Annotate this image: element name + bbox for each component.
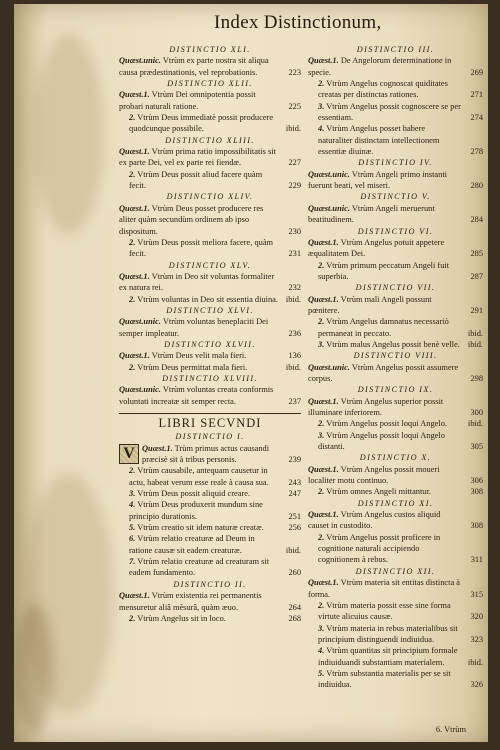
question-text: Vtrùm causabile, antequam causetur in actu, habeat verum esse reale à causa sua. [129, 466, 269, 487]
index-entry [308, 55, 483, 78]
index-entry [119, 271, 301, 294]
question-number: Quæst.1. [119, 147, 150, 157]
page-number: ibid. [467, 419, 483, 429]
question-number: 3. [318, 430, 325, 440]
page-number: 320 [470, 612, 483, 622]
index-entry [308, 396, 483, 419]
question-number: 4. [129, 500, 136, 510]
distinctio-heading: DISTINCTIO XLI. [169, 45, 251, 54]
question-number: Quæst.1. [119, 203, 150, 213]
index-entry [119, 443, 301, 466]
question-number: 2. [129, 613, 136, 623]
question-number: 2. [318, 317, 325, 327]
question-number: 2. [318, 419, 325, 429]
page-number: 280 [470, 181, 483, 191]
question-text: Vtrùm creatio sit idem naturæ creatæ. [137, 523, 264, 533]
question-text: Vtrùm Angelus damnatus necessariò permaneat in peccato. [318, 317, 449, 338]
page-number: 236 [288, 328, 301, 338]
index-entry [308, 668, 483, 691]
page-number: 256 [288, 523, 301, 533]
question-number: Quæst.1. [119, 591, 150, 601]
page-number: 243 [288, 477, 301, 487]
index-entry [308, 600, 483, 623]
question-number: Quæst.1. [308, 294, 339, 304]
index-entry [119, 613, 301, 624]
index-entry [119, 488, 301, 499]
page-number: 271 [470, 90, 483, 100]
question-text: Vtrùm Angeli primo instanti fuerunt beati, vel miseri. [308, 169, 447, 191]
question-number: 2. [318, 532, 325, 542]
question-number: 5. [129, 523, 136, 533]
question-number: Quæst.unic. [119, 385, 161, 395]
question-number: Quæst.1. [119, 271, 150, 281]
page-number: 306 [470, 476, 483, 486]
question-number: 2. [318, 600, 325, 610]
drop-cap: V [119, 444, 139, 464]
index-entry [308, 203, 483, 226]
page-number: 264 [288, 602, 301, 612]
page-number: 229 [288, 181, 301, 191]
question-text: Vtrùm existentia rei permanentis mensuretur aliâ mēsurâ, quàm æuo. [119, 591, 262, 612]
question-number: Quæst.1. [308, 237, 339, 247]
question-text: Vtrùm omnes Angeli mittantur. [326, 487, 431, 497]
page-header: Index Distinctionum, [214, 12, 382, 33]
question-number: 4. [318, 646, 325, 656]
book-title: LIBRI SECVNDI [158, 416, 262, 430]
question-text: Vtrùm Deus possit aliquid creare. [137, 489, 251, 499]
index-entry [308, 464, 483, 487]
question-number: Quæst.unic. [308, 362, 350, 372]
index-entry [308, 418, 483, 429]
question-number: Quæst.1. [308, 56, 339, 66]
page-number: ibid. [285, 545, 301, 555]
distinctio-heading: DISTINCTIO XLIV. [166, 192, 254, 202]
question-text: Vtrùm prima ratio impossibilitatis sit ex parte Dei, vel ex parte rei fiendæ. [119, 147, 276, 168]
page-number: 227 [288, 158, 301, 168]
question-number: Quæst.unic. [119, 56, 161, 66]
page-number: 268 [288, 613, 301, 623]
index-entry [119, 169, 301, 192]
page-number: 326 [470, 680, 483, 690]
page-number: ibid. [285, 362, 301, 372]
index-entry [308, 123, 483, 157]
question-number: Quæst.1. [119, 90, 150, 100]
index-entry [308, 294, 483, 317]
distinctio-heading: DISTINCTIO VIII. [353, 351, 438, 361]
question-text: Vtrùm materia in rebus materialibus sit principium distinguendi indiuidua. [318, 623, 458, 644]
question-number: 2. [129, 169, 136, 179]
question-number: 2. [129, 113, 136, 123]
page-number: 311 [470, 555, 483, 565]
distinctio-heading: DISTINCTIO XII. [355, 566, 436, 576]
index-entry [308, 577, 483, 600]
question-number: 3. [318, 623, 325, 633]
page-number: 230 [288, 226, 301, 236]
page-number: 291 [470, 305, 483, 315]
distinctio-heading: DISTINCTIO II. [173, 579, 247, 589]
index-entry [308, 430, 483, 453]
index-entry [119, 522, 301, 533]
page-number: 287 [470, 271, 483, 281]
question-number: 4. [318, 124, 325, 134]
question-number: 2. [129, 294, 136, 304]
question-text: Vtrùm materia possit esse sine forma virtute alicuius causæ. [318, 600, 451, 622]
index-entry [119, 465, 301, 488]
page-number: 239 [288, 455, 301, 465]
distinctio-heading: DISTINCTIO X. [359, 453, 432, 463]
question-number: 5. [318, 668, 325, 678]
distinctio-heading: DISTINCTIO XLVI. [166, 305, 254, 315]
question-number: 7. [129, 557, 136, 567]
question-number: Quæst.1. [119, 351, 150, 361]
index-entry [119, 499, 301, 522]
page-number: ibid. [467, 657, 483, 667]
page-number: 260 [288, 568, 301, 578]
index-entry [119, 89, 301, 112]
question-text: Vtrùm Angelus custos aliquid causet in custodito. [308, 510, 441, 531]
page-number: 278 [470, 147, 483, 157]
question-text: Vtrùm primum peccatum Angeli fuit superbia. [318, 260, 450, 281]
question-text: Vtrùm voluntas creata conformis voluntati increatæ sit semper recta. [119, 385, 274, 406]
question-text: Vtrùm substantia materialis per se sit indiuidua. [318, 668, 451, 690]
left-column [119, 44, 301, 624]
distinctio-heading: DISTINCTIO VI. [357, 226, 434, 236]
index-entry [119, 203, 301, 237]
question-text: Vtrùm Deus permittat mala fieri. [137, 362, 248, 372]
page-number: 251 [288, 511, 301, 521]
distinctio-heading: DISTINCTIO IV. [358, 158, 433, 168]
page-number: 308 [470, 521, 483, 531]
question-text: Trùm primus actus causandi præcisè sit à tribus personis. [142, 443, 270, 465]
page-number: ibid. [285, 294, 301, 304]
question-text: Vtrùm materia sit entitas distincta à forma. [308, 578, 460, 599]
question-text: Vtrùm Deus posset producere res aliter quàm secundùm ordinem ab ipso dispositum. [119, 203, 264, 236]
index-entry [119, 237, 301, 260]
question-number: 3. [129, 489, 136, 499]
question-text: Vtrùm ex parte nostra sit aliqua causa prædestinationis, vel reprobationis. [119, 56, 269, 77]
question-text: Vtrùm relatio creaturæ ad creaturam sit eadem fundamento. [129, 557, 270, 578]
index-entry [119, 350, 301, 361]
question-number: 2. [129, 466, 136, 476]
question-text: Vtrùm Angelus superior possit illuminare inferiorem. [308, 396, 444, 417]
question-number: 3. [318, 101, 325, 111]
page-number: 247 [288, 489, 301, 499]
question-text: Vtrùm Deus velit mala fieri. [151, 351, 247, 361]
distinctio-heading: DISTINCTIO XLVII. [164, 339, 256, 349]
question-text: De Angelorum determinatione in specie. [308, 56, 452, 77]
page-number: 300 [470, 408, 483, 417]
page-number: 231 [288, 249, 301, 259]
question-text: Vtrùm voluntas beneplaciti Dei semper impleatur. [119, 317, 269, 338]
question-text: Vtrùm Angelus possit assumere corpus. [308, 362, 459, 383]
question-text: Vtrùm Angelus possit loqui Angelo. [326, 419, 447, 429]
index-entry [119, 362, 301, 373]
index-entry [119, 590, 301, 613]
question-text: Vtrùm Deus possit aliud facere quàm fecit. [129, 169, 263, 191]
question-text: Vtrùm Deus produxerit mundum sine principio durationis. [129, 500, 263, 521]
page-number: ibid. [467, 339, 483, 349]
page-number: ibid. [467, 328, 483, 338]
question-number: Quæst.1. [308, 510, 339, 520]
index-entry [119, 146, 301, 169]
page-number: 269 [470, 67, 483, 77]
page-number: 225 [288, 101, 301, 111]
distinctio-heading: DISTINCTIO I. [175, 432, 245, 442]
distinctio-heading: DISTINCTIO XLII. [167, 79, 253, 89]
index-entry [308, 532, 483, 566]
question-text: Vtrùm Deus immediatè possit producere quodcunque possibile. [129, 113, 274, 134]
distinctio-heading: DISTINCTIO VII. [355, 283, 436, 293]
section-divider [119, 413, 301, 414]
question-text: Vtrùm quantitas sit principium formale indiuiduandi substantiam materialem. [318, 646, 458, 667]
question-number: 3. [318, 339, 325, 349]
question-text: Vtrùm Angelus potuit appetere æqualitatem Dei. [308, 237, 445, 259]
page-number: 223 [288, 67, 301, 77]
question-text: Vtrùm relatio creaturæ ad Deum in ratione causæ sit eadem creaturæ. [129, 534, 255, 555]
page-number: 284 [470, 215, 483, 225]
paper-stain [14, 604, 54, 734]
question-text: Vtrùm Angelus possit loqui Angelo distanti. [318, 430, 445, 452]
question-number: Quæst.1. [142, 443, 173, 453]
book-page [14, 4, 488, 742]
question-text: Vtrùm Deus possit meliora facere, quàm fecit. [129, 237, 274, 259]
question-number: Quæst.unic. [308, 169, 350, 179]
index-entry [119, 112, 301, 135]
question-text: Vtrùm mali Angeli possunt pœnitere. [308, 294, 432, 315]
index-entry [119, 294, 301, 305]
index-entry [308, 645, 483, 668]
distinctio-heading: DISTINCTIO XLVIII. [162, 373, 258, 383]
question-text: Vtrùm Angelus possit proficere in cognitione naturali accipiendo cognitionem à rebus. [318, 532, 441, 565]
question-number: Quæst.1. [308, 464, 339, 474]
index-entry [308, 260, 483, 283]
distinctio-heading: DISTINCTIO IX. [357, 385, 434, 395]
page-number: 315 [470, 589, 483, 599]
page-number: 285 [470, 249, 483, 259]
question-number: Quæst.1. [308, 578, 339, 588]
index-entry [308, 362, 483, 385]
question-number: 2. [318, 79, 325, 89]
question-number: Quæst.1. [308, 396, 339, 406]
page-number: 308 [470, 487, 483, 497]
question-text: Vtrùm Angelus possit moueri localiter motu continuo. [308, 464, 440, 486]
question-text: Vtrùm Angelus possit cognoscere se per essentiam. [318, 101, 461, 123]
question-text: Vtrùm in Deo sit voluntas formaliter ex natura rei. [119, 271, 275, 293]
index-entry [119, 556, 301, 579]
distinctio-heading: DISTINCTIO XLIII. [165, 135, 255, 145]
index-entry [119, 384, 301, 407]
question-number: Quæst.unic. [308, 203, 350, 213]
index-entry [119, 316, 301, 339]
index-entry [308, 486, 483, 497]
distinctio-heading: DISTINCTIO V. [360, 192, 431, 202]
page-number: 232 [288, 283, 301, 293]
right-column [308, 44, 483, 691]
question-number: Quæst.unic. [119, 317, 161, 327]
question-text: Vtrùm Angelus sit in loco. [137, 613, 226, 623]
paper-stain [34, 34, 104, 234]
question-text: Vtrùm Angeli meruerunt beatitudinem. [308, 203, 435, 225]
page-number: 274 [470, 113, 483, 123]
distinctio-heading: DISTINCTIO XLV. [168, 260, 252, 270]
catchword: 6. Vtrùm [435, 725, 466, 734]
index-entry [308, 169, 483, 192]
page-number: ibid. [285, 124, 301, 134]
question-number: 6. [129, 534, 136, 544]
question-text: Vtrùm Dei omnipotentia possit probari naturali ratione. [119, 90, 256, 111]
page-number: 237 [288, 396, 301, 406]
question-text: Vtrùm Angelus cognoscat quiditates creatas per distinctas rationes. [318, 79, 448, 100]
index-entry [119, 533, 301, 556]
question-number: 2. [318, 487, 325, 497]
index-entry [308, 623, 483, 646]
question-text: Vtrùm Angelus posset habere naturaliter distinctam intellectionem essentiæ diuinæ. [318, 124, 440, 157]
index-entry [308, 339, 483, 350]
distinctio-heading: DISTINCTIO III. [356, 45, 435, 54]
index-entry [119, 55, 301, 78]
question-number: 2. [129, 362, 136, 372]
index-entry [308, 237, 483, 260]
index-entry [308, 78, 483, 101]
question-number: 2. [129, 237, 136, 247]
question-text: Vtrùm malus Angelus possit benè velle. [326, 339, 460, 349]
page-number: 323 [470, 634, 483, 644]
page-number: 136 [288, 351, 301, 361]
question-text: Vtrùm voluntas in Deo sit essentia diuina. [137, 294, 278, 304]
page-number: 298 [470, 373, 483, 383]
question-number: 2. [318, 260, 325, 270]
page-number: 305 [470, 442, 483, 452]
index-entry [308, 101, 483, 124]
distinctio-heading: DISTINCTIO XI. [357, 498, 434, 508]
index-entry [308, 509, 483, 532]
index-entry [308, 316, 483, 339]
